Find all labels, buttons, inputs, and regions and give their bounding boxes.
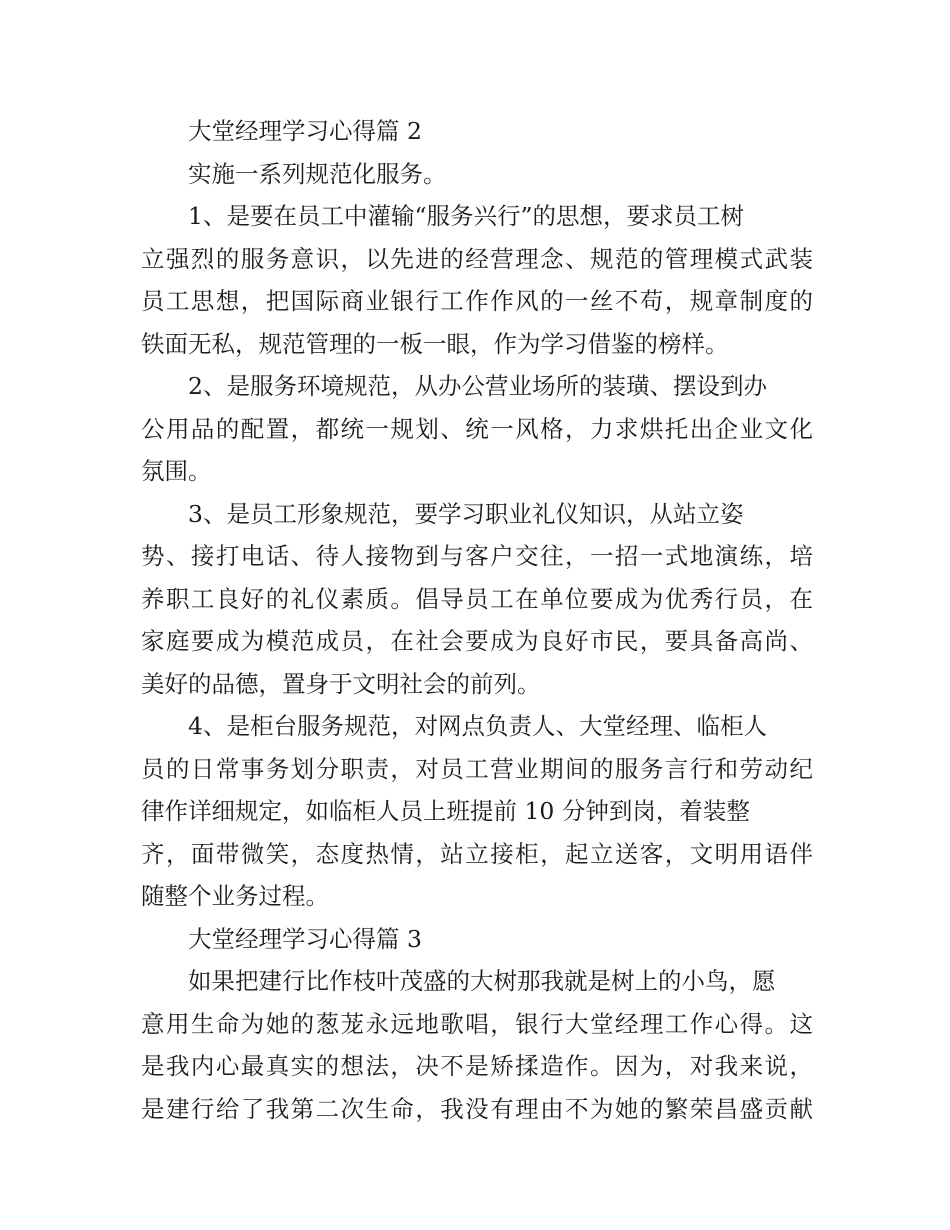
paragraph-line: 齐，面带微笑，态度热情，站立接柜，起立送客，文明用语伴 [141, 839, 813, 868]
paragraph-line: 是我内心最真实的想法，决不是矫揉造作。因为，对我来说， [141, 1052, 813, 1080]
paragraph-line: 实施一系列规范化服务。 [188, 159, 447, 188]
paragraph-line: 势、接打电话、待人接物到与客户交往，一招一式地演练，培 [141, 542, 813, 570]
paragraph-line: 家庭要成为模范成员，在社会要成为良好市民，要具备高尚、 [141, 627, 813, 655]
paragraph-line: 美好的品德，置身于文明社会的前列。 [141, 669, 541, 698]
paragraph-line: 立强烈的服务意识，以先进的经营理念、规范的管理模式武装 [141, 244, 813, 273]
paragraph-line: 随整个业务过程。 [141, 882, 329, 910]
paragraph-line: 2、是服务环境规范，从办公营业场所的装璜、摆设到办 [188, 372, 767, 400]
paragraph-line: 如果把建行比作枝叶茂盛的大树那我就是树上的小鸟，愿 [188, 967, 776, 995]
paragraph-line: 氛围。 [141, 457, 212, 485]
paragraph-line: 养职工良好的礼仪素质。倡导员工在单位要成为优秀行员，在 [141, 584, 813, 613]
paragraph-line: 员工思想，把国际商业银行工作作风的一丝不苟，规章制度的 [141, 287, 813, 315]
paragraph-line: 意用生命为她的葱茏永远地歌唱，银行大堂经理工作心得。这 [141, 1009, 813, 1038]
paragraph-line: 3、是员工形象规范，要学习职业礼仪知识，从站立姿 [188, 499, 744, 528]
paragraph-line: 律作详细规定，如临柜人员上班提前 10 分钟到岗，着装整 [141, 797, 750, 825]
paragraph-line: 1、是要在员工中灌输“服务兴行”的思想，要求员工树 [188, 202, 744, 230]
document-body [141, 110, 813, 1130]
paragraph-line: 员的日常事务划分职责，对员工营业期间的服务言行和劳动纪 [141, 754, 813, 783]
paragraph-line: 铁面无私，规范管理的一板一眼，作为学习借鉴的榜样。 [141, 329, 729, 358]
paragraph-line: 4、是柜台服务规范，对网点负责人、大堂经理、临柜人 [188, 712, 767, 740]
paragraph-line: 是建行给了我第二次生命，我没有理由不为她的繁荣昌盛贡献 [141, 1094, 813, 1123]
section-heading-3: 大堂经理学习心得篇 3 [188, 924, 422, 953]
section-heading-2: 大堂经理学习心得篇 2 [188, 117, 422, 145]
paragraph-line: 公用品的配置，都统一规划、统一风格，力求烘托出企业文化 [141, 414, 813, 443]
